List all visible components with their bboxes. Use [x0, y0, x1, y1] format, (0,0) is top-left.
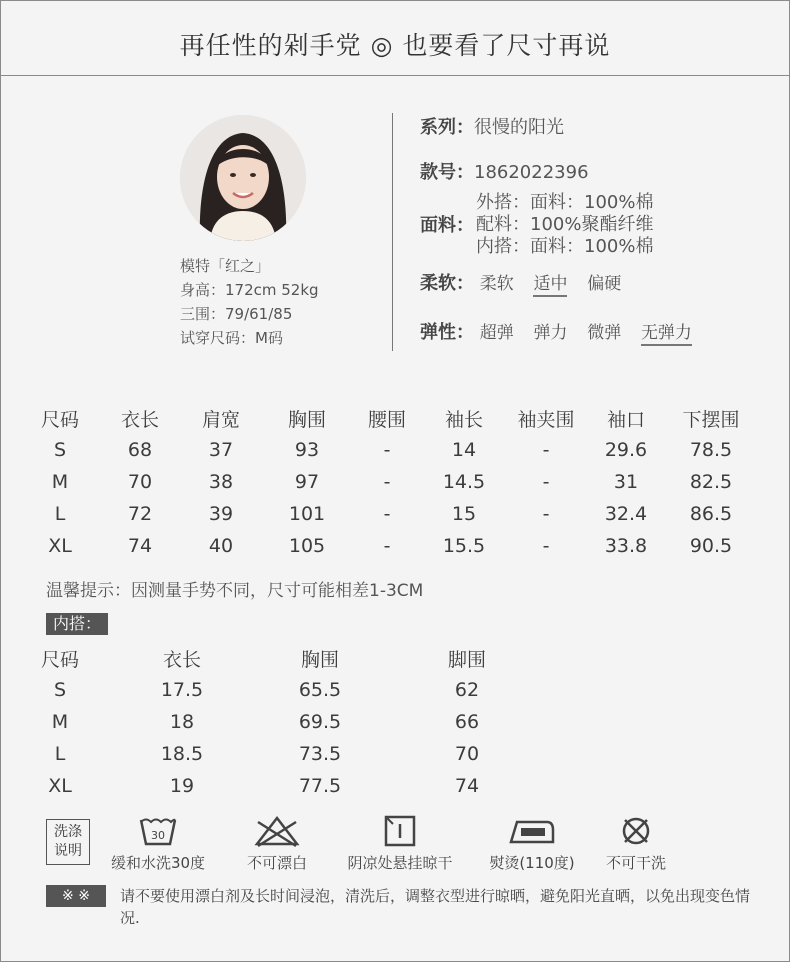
hang-dry-shade-icon: [383, 814, 417, 848]
table-cell: -: [383, 535, 391, 557]
header-cell: 衣长: [120, 408, 159, 431]
table-row: [28, 770, 566, 802]
fabric-line: 内搭：面料：100%棉: [476, 236, 654, 257]
header-divider: [0, 75, 790, 76]
no-dry-clean-icon: [619, 814, 653, 848]
table-cell: 68: [127, 439, 153, 461]
spec-fabric-lines: [476, 192, 653, 258]
spec-series: 系列：很慢的阳光: [420, 117, 564, 138]
table-cell: 33.8: [604, 535, 648, 557]
care-no-bleach: [232, 814, 322, 873]
table-cell: 72: [127, 503, 153, 525]
table-row: [28, 530, 748, 562]
model-name: 模特「红之」: [180, 257, 271, 275]
model-avatar: [180, 115, 306, 241]
table-cell: 14.5: [442, 471, 486, 493]
table-cell: 93: [294, 439, 320, 461]
table-cell: 40: [208, 535, 234, 557]
table-cell: 29.6: [604, 439, 648, 461]
care-iron: [482, 814, 582, 873]
inner-size-table: [28, 642, 566, 802]
no-bleach-icon: [252, 814, 302, 848]
inner-table-header: [28, 642, 566, 674]
care-label: 缓和水洗30度: [110, 854, 206, 872]
header-cell: 袖夹围: [517, 408, 575, 431]
table-cell: -: [542, 535, 550, 557]
table-cell: 105: [288, 535, 326, 557]
care-note: 请不要使用漂白剂及长时间浸泡，清洗后，调整衣型进行晾晒，避免阳光直晒，以免出现变色情况.: [120, 887, 751, 927]
table-row: [28, 706, 566, 738]
table-row: [28, 738, 566, 770]
table-cell: -: [542, 439, 550, 461]
table-cell: 18: [169, 711, 195, 733]
table-cell: 37: [208, 439, 234, 461]
inner-tag: 内搭：: [46, 613, 108, 635]
table-cell: L: [54, 743, 66, 765]
header-cell: 脚围: [447, 648, 486, 671]
vertical-divider: [392, 113, 393, 351]
table-cell: -: [383, 439, 391, 461]
header-cell: 胸围: [287, 408, 326, 431]
size-tip: 温馨提示：因测量手势不同，尺寸可能相差1-3CM: [46, 581, 424, 601]
spec-softness: 柔软： 柔软 适中 偏硬: [420, 269, 635, 297]
table-row: [28, 434, 748, 466]
table-cell: 19: [169, 775, 195, 797]
model-size: 试穿尺码：M码: [180, 329, 283, 347]
header-cell: 衣长: [162, 648, 201, 671]
table-row: [28, 498, 748, 530]
size-table: [28, 402, 748, 562]
table-cell: 82.5: [689, 471, 733, 493]
header-cell: 腰围: [367, 408, 406, 431]
table-row: [28, 466, 748, 498]
table-cell: 73.5: [298, 743, 342, 765]
fabric-line: 外搭：面料：100%棉: [476, 192, 654, 213]
table-cell: -: [542, 503, 550, 525]
table-cell: XL: [48, 535, 72, 557]
header-cell: 下摆围: [682, 408, 740, 431]
wash-30-icon: [138, 814, 178, 848]
elasticity-option: 超弹: [479, 323, 514, 343]
svg-text:30: 30: [151, 829, 165, 842]
elasticity-option-selected: 无弹力: [641, 318, 692, 346]
softness-option-selected: 适中: [533, 269, 567, 297]
table-cell: 86.5: [689, 503, 733, 525]
table-cell: 66: [454, 711, 480, 733]
model-info: [180, 254, 319, 350]
header-cell: 袖长: [444, 408, 483, 431]
header-cell: 尺码: [40, 648, 79, 671]
care-label: 不可漂白: [246, 854, 307, 872]
fabric-line: 配料：100%聚酯纤维: [476, 214, 654, 235]
table-cell: 69.5: [298, 711, 342, 733]
table-cell: 38: [208, 471, 234, 493]
table-cell: S: [53, 679, 67, 701]
table-cell: 74: [454, 775, 480, 797]
table-cell: 14: [451, 439, 477, 461]
page-title: 再任性的剁手党 ◎ 也要看了尺寸再说: [179, 31, 611, 60]
care-hang-dry: [338, 814, 462, 873]
table-cell: 70: [454, 743, 480, 765]
table-cell: 18.5: [160, 743, 204, 765]
care-label: 不可干洗: [605, 854, 666, 872]
table-cell: 77.5: [298, 775, 342, 797]
table-cell: 74: [127, 535, 153, 557]
table-cell: L: [54, 503, 66, 525]
table-cell: 90.5: [689, 535, 733, 557]
care-instructions-label: 洗涤 说明: [46, 819, 90, 865]
model-measurements: 三围：79/61/85: [180, 305, 293, 323]
table-cell: S: [53, 439, 67, 461]
table-cell: 62: [454, 679, 480, 701]
softness-option: 偏硬: [587, 274, 622, 294]
table-cell: 32.4: [604, 503, 648, 525]
table-cell: 65.5: [298, 679, 342, 701]
table-cell: 15.5: [442, 535, 486, 557]
table-cell: 17.5: [160, 679, 204, 701]
table-cell: -: [542, 471, 550, 493]
spec-fabric-label: 面料：: [420, 215, 474, 236]
care-label: 熨烫(110度): [489, 854, 575, 872]
care-label: 阴凉处悬挂晾干: [347, 854, 453, 872]
table-cell: 31: [613, 471, 639, 493]
table-cell: 39: [208, 503, 234, 525]
header-cell: 尺码: [40, 408, 79, 431]
elasticity-option: 弹力: [533, 323, 568, 343]
softness-option: 柔软: [479, 274, 514, 294]
table-row: [28, 674, 566, 706]
spec-elasticity: 弹性： 超弹 弹力 微弹 无弹力: [420, 318, 706, 346]
care-wash: [106, 814, 210, 873]
care-no-dry-clean: [596, 814, 676, 873]
size-table-header: [28, 402, 748, 434]
table-cell: M: [51, 471, 69, 493]
header-cell: 袖口: [606, 408, 645, 431]
spec-code: 款号：1862022396: [420, 162, 589, 183]
table-cell: XL: [48, 775, 72, 797]
iron-icon: [507, 814, 557, 848]
table-cell: 97: [294, 471, 320, 493]
table-cell: -: [383, 503, 391, 525]
header-cell: 胸围: [300, 648, 339, 671]
table-cell: 15: [451, 503, 477, 525]
table-cell: 101: [288, 503, 326, 525]
model-height-weight: 身高：172cm 52kg: [180, 281, 319, 299]
table-cell: -: [383, 471, 391, 493]
header-cell: 肩宽: [201, 408, 240, 431]
elasticity-option: 微弹: [587, 323, 622, 343]
table-cell: M: [51, 711, 69, 733]
table-cell: 70: [127, 471, 153, 493]
table-cell: 78.5: [689, 439, 733, 461]
note-tag: ※ ※: [46, 885, 106, 907]
